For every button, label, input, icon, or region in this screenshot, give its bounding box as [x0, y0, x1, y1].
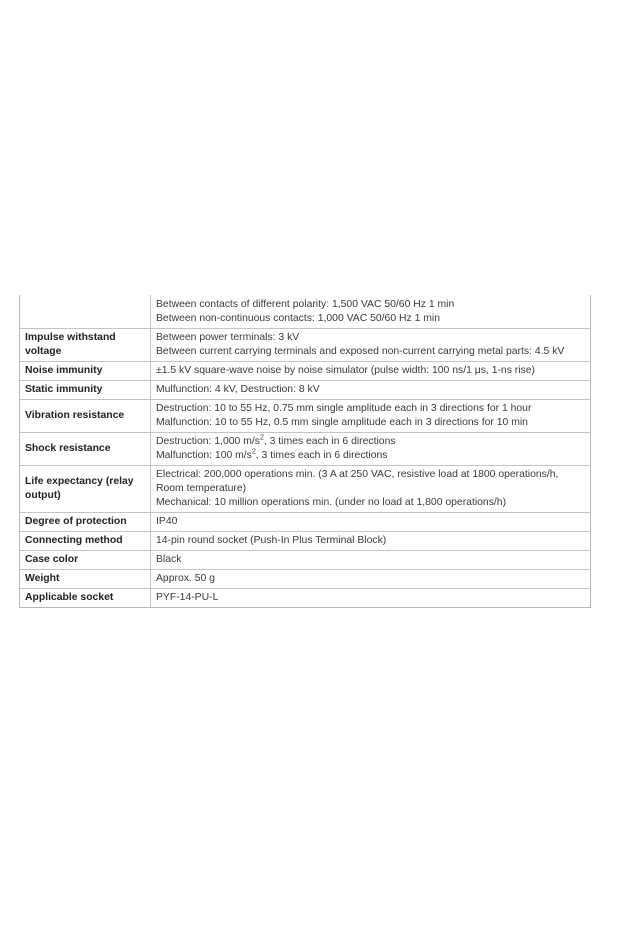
spec-value — [151, 551, 591, 570]
spec-row — [20, 329, 590, 362]
spec-label: Static immunity — [20, 381, 151, 400]
spec-label: Connecting method — [20, 532, 151, 551]
spec-label: Noise immunity — [20, 362, 151, 381]
spec-value-line: ±1.5 kV square-wave noise by noise simulator (pulse width: 100 ns/1 μs, 1-ns rise) — [156, 365, 535, 376]
spec-table-container — [19, 295, 591, 608]
spec-row — [20, 551, 590, 570]
spec-label: Case color — [20, 551, 151, 570]
spec-value-line: Between non-continuous contacts: 1,000 VAC 50/60 Hz 1 min — [156, 313, 440, 324]
spec-value — [151, 532, 591, 551]
spec-value — [151, 570, 591, 589]
spec-row — [20, 570, 590, 589]
spec-label: Degree of protection — [20, 513, 151, 532]
spec-value-line: PYF-14-PU-L — [156, 592, 219, 603]
spec-value — [151, 433, 591, 466]
spec-row — [20, 433, 590, 466]
spec-value — [151, 381, 591, 400]
spec-value-line: Between contacts of different polarity: 1,500 VAC 50/60 Hz 1 min — [156, 299, 455, 310]
spec-label: Applicable socket — [20, 589, 151, 608]
spec-value-line: Mechanical: 10 million operations min. (under no load at 1,800 operations/h) — [156, 497, 507, 508]
spec-row — [20, 400, 590, 433]
superscript: 2 — [251, 448, 256, 456]
spec-value-text: , 3 times each in 6 directions — [263, 436, 396, 447]
spec-label: Vibration resistance — [20, 400, 151, 433]
spec-value-line: Black — [156, 554, 182, 565]
spec-value-line: Mulfunction: 4 kV, Destruction: 8 kV — [156, 384, 320, 395]
spec-label: Life expectancy (relay output) — [20, 466, 151, 513]
spec-row — [20, 381, 590, 400]
superscript: 2 — [259, 434, 264, 442]
spec-value-line: Between power terminals: 3 kV — [156, 332, 300, 343]
spec-value — [151, 400, 591, 433]
spec-value-line — [156, 449, 585, 463]
spec-value-line: Between current carrying terminals and exposed non-current carrying metal parts: 4.5 kV — [156, 346, 565, 357]
spec-value-line: 14-pin round socket (Push-In Plus Terminal Block) — [156, 535, 387, 546]
spec-label — [20, 295, 151, 329]
spec-value — [151, 513, 591, 532]
spec-row — [20, 362, 590, 381]
spec-value — [151, 589, 591, 608]
spec-value-line — [156, 435, 585, 449]
spec-value-text: Destruction: 1,000 m/s — [156, 436, 260, 447]
spec-row — [20, 466, 590, 513]
spec-value — [151, 329, 591, 362]
spec-value-line: Electrical: 200,000 operations min. (3 A at 250 VAC, resistive load at 1800 operations/h, Room temperature) — [156, 469, 559, 494]
spec-value-line: IP40 — [156, 516, 178, 527]
spec-label: Impulse withstand voltage — [20, 329, 151, 362]
spec-value — [151, 362, 591, 381]
spec-value-line: Approx. 50 g — [156, 573, 215, 584]
spec-row — [20, 532, 590, 551]
spec-value-text: , 3 times each in 6 directions — [255, 450, 388, 461]
spec-value — [151, 295, 591, 329]
spec-value — [151, 466, 591, 513]
spec-label: Weight — [20, 570, 151, 589]
spec-table — [20, 295, 590, 607]
spec-row — [20, 295, 590, 329]
spec-value-line: Malfunction: 10 to 55 Hz, 0.5 mm single amplitude each in 3 directions for 10 min — [156, 417, 528, 428]
spec-row — [20, 513, 590, 532]
spec-label: Shock resistance — [20, 433, 151, 466]
spec-value-line: Destruction: 10 to 55 Hz, 0.75 mm single amplitude each in 3 directions for 1 hour — [156, 403, 532, 414]
spec-value-text: Malfunction: 100 m/s — [156, 450, 252, 461]
spec-row — [20, 589, 590, 608]
spec-table-body — [20, 295, 590, 607]
